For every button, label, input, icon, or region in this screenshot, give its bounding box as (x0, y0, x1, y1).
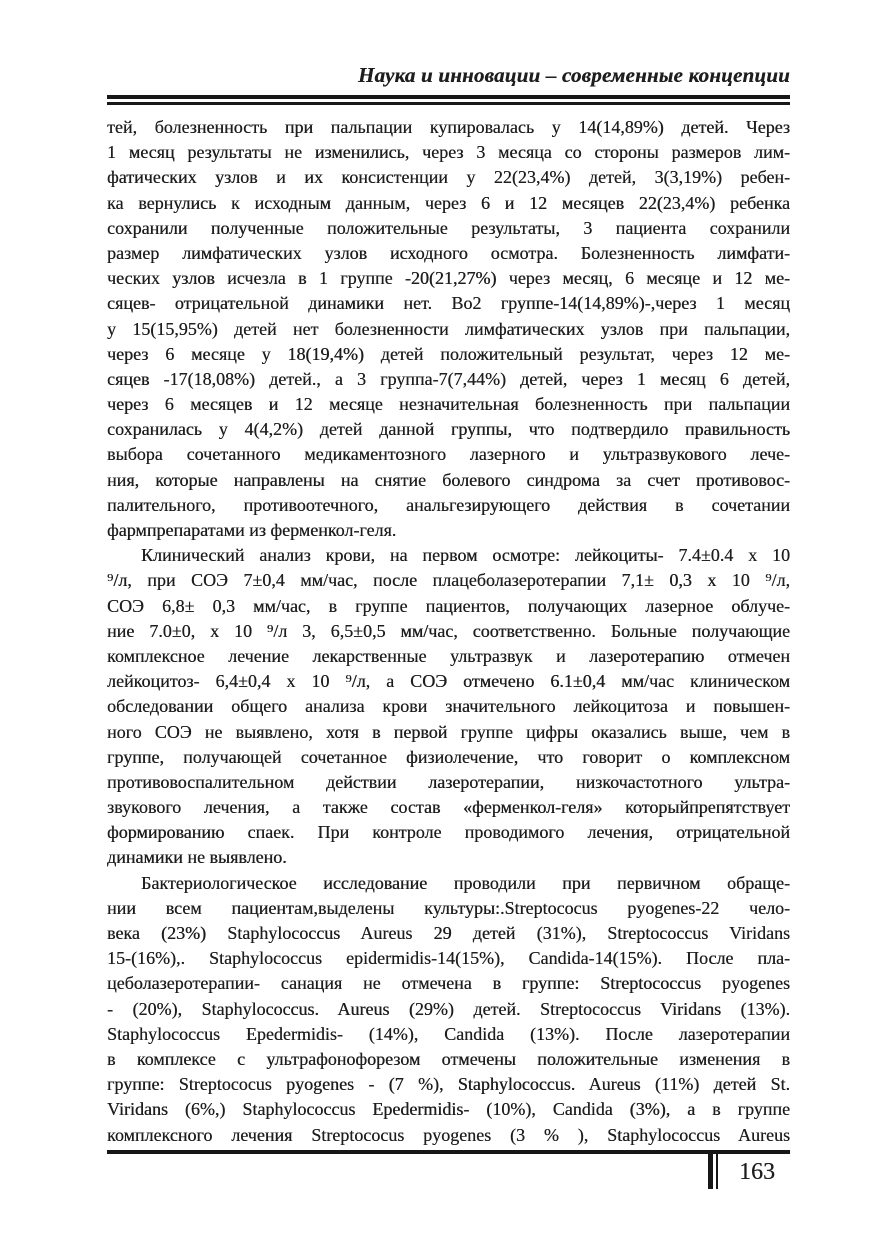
paragraph (107, 543, 790, 870)
divider-bar-thin (716, 1154, 718, 1189)
page-body (107, 115, 790, 1148)
text-line: 15-(16%),. Staphylococcus epidermidis-14(15%), Candida-14(15%). После пла- (107, 948, 790, 969)
text-line: сохранили полученные положительные результаты, 3 пациента сохранили (107, 217, 790, 238)
text-line: палительного, противоотечного, анальгезирующего действия в сочетании (107, 494, 790, 515)
divider-bar-thick (708, 1154, 713, 1189)
running-header (107, 62, 790, 105)
document-page (107, 62, 790, 1198)
text-line: через 6 месяцев и 12 месяце незначительная болезненность при пальпации (107, 394, 790, 415)
paragraph (107, 115, 790, 543)
text-line: ческих узлов исчезла в 1 группе -20(21,27%) через месяц, 6 месяце и 12 ме- (107, 268, 790, 289)
text-line: группе: Streptococus pyogenes - (7 %), Staphylococcus. Aureus (11%) детей St. (107, 1074, 790, 1095)
text-line: Staphylococcus Epedermidis- (14%), Candida (13%). После лазеротерапии (107, 1023, 790, 1044)
text-line: Бактериологическое исследование проводили при первичном обраще- (141, 872, 790, 893)
journal-title: Наука и инновации – современные концепции (357, 63, 790, 87)
paragraph (107, 871, 790, 1148)
text-line: нии всем пациентам,выделены культуры:.Streptococus pyogenes-22 чело- (107, 897, 790, 918)
text-line: лейкоцитоз- 6,4±0,4 x 10 ⁹/л, а СОЭ отмечено 6.1±0,4 мм/час клиническом (107, 671, 790, 692)
text-line: - (20%), Staphylococcus. Aureus (29%) детей. Streptococcus Viridans (13%). (107, 998, 790, 1019)
page-footer (107, 1150, 790, 1198)
header-rule-thick (107, 95, 790, 99)
text-line: ния, которые направлены на снятие болевого синдрома за счет противовос- (107, 469, 790, 490)
text-line: фармпрепаратами из ферменкол-геля. (107, 520, 397, 540)
text-line: размер лимфатических узлов исходного осмотра. Болезненность лимфати- (107, 242, 790, 263)
text-line: сохранилась у 4(4,2%) детей данной группы, что подтвердило правильность (107, 419, 790, 440)
text-line: комплексного лечения Streptococus pyogenes (3 % ), Staphylococcus Aureus (107, 1124, 790, 1145)
text-line: через 6 месяце у 18(19,4%) детей положительный результат, через 12 ме- (107, 343, 790, 364)
page-number-divider (708, 1154, 718, 1189)
text-line: сяцев -17(18,08%) детей., а 3 группа-7(7,44%) детей, через 1 месяц 6 детей, (107, 368, 790, 389)
text-line: сяцев- отрицательной динамики нет. Во2 группе-14(14,89%)-,через 1 месяц (107, 293, 790, 314)
text-line: Клинический анализ крови, на первом осмотре: лейкоциты- 7.4±0.4 x 10 (141, 545, 790, 566)
text-line: выбора сочетанного медикаментозного лазерного и ультразвукового лече- (107, 444, 790, 465)
page-number-row (107, 1154, 790, 1198)
text-line: ного СОЭ не выявлено, хотя в первой группе цифры оказались выше, чем в (107, 721, 790, 742)
text-line: века (23%) Staphylococcus Aureus 29 детей (31%), Streptococcus Viridans (107, 923, 790, 943)
text-line: формированию спаек. При контроле проводимого лечения, отрицательной (107, 822, 790, 843)
text-line: тей, болезненность при пальпации купировалась у 14(14,89%) детей. Через (107, 117, 790, 137)
text-line: Viridans (6%,) Staphylococcus Epedermidis- (10%), Candida (3%), а в группе (107, 1099, 790, 1120)
text-line: цеболазеротерапии- санация не отмечена в группе: Streptococcus pyogenes (107, 973, 790, 994)
text-line: обследовании общего анализа крови значительного лейкоцитоза и повышен- (107, 696, 790, 717)
page-number: 163 (739, 1158, 775, 1185)
text-line: ние 7.0±0, x 10 ⁹/л 3, 6,5±0,5 мм/час, соответственно. Больные получающие (107, 620, 790, 641)
text-line: ⁹/л, при СОЭ 7±0,4 мм/час, после плацеболазеротерапии 7,1± 0,3 x 10 ⁹/л, (107, 570, 790, 591)
header-rule-thin (107, 102, 790, 105)
text-line: группе, получающей сочетанное физиолечение, что говорит о комплексном (107, 746, 790, 767)
text-line: у 15(15,95%) детей нет болезненности лимфатических узлов при пальпации, (107, 318, 790, 339)
text-line: в комплексе с ультрафонофорезом отмечены положительные изменения в (107, 1048, 790, 1069)
text-line: ка вернулись к исходным данным, через 6 и 12 месяцев 22(23,4%) ребенка (107, 192, 790, 213)
text-line: звукового лечения, а также состав «ферменкол-геля» которыйпрепятствует (107, 797, 790, 818)
text-line: противовоспалительном действии лазеротерапии, низкочастотного ультра- (107, 771, 790, 792)
text-line: комплексное лечение лекарственные ультразвук и лазеротерапию отмечен (107, 645, 790, 666)
text-line: СОЭ 6,8± 0,3 мм/час, в группе пациентов, получающих лазерное облуче- (107, 595, 790, 616)
text-line: фатических узлов и их консистенции у 22(23,4%) детей, 3(3,19%) ребен- (107, 167, 790, 188)
text-line: динамики не выявлено. (107, 847, 287, 868)
text-line: 1 месяц результаты не изменились, через 3 месяца со стороны размеров лим- (107, 142, 790, 163)
